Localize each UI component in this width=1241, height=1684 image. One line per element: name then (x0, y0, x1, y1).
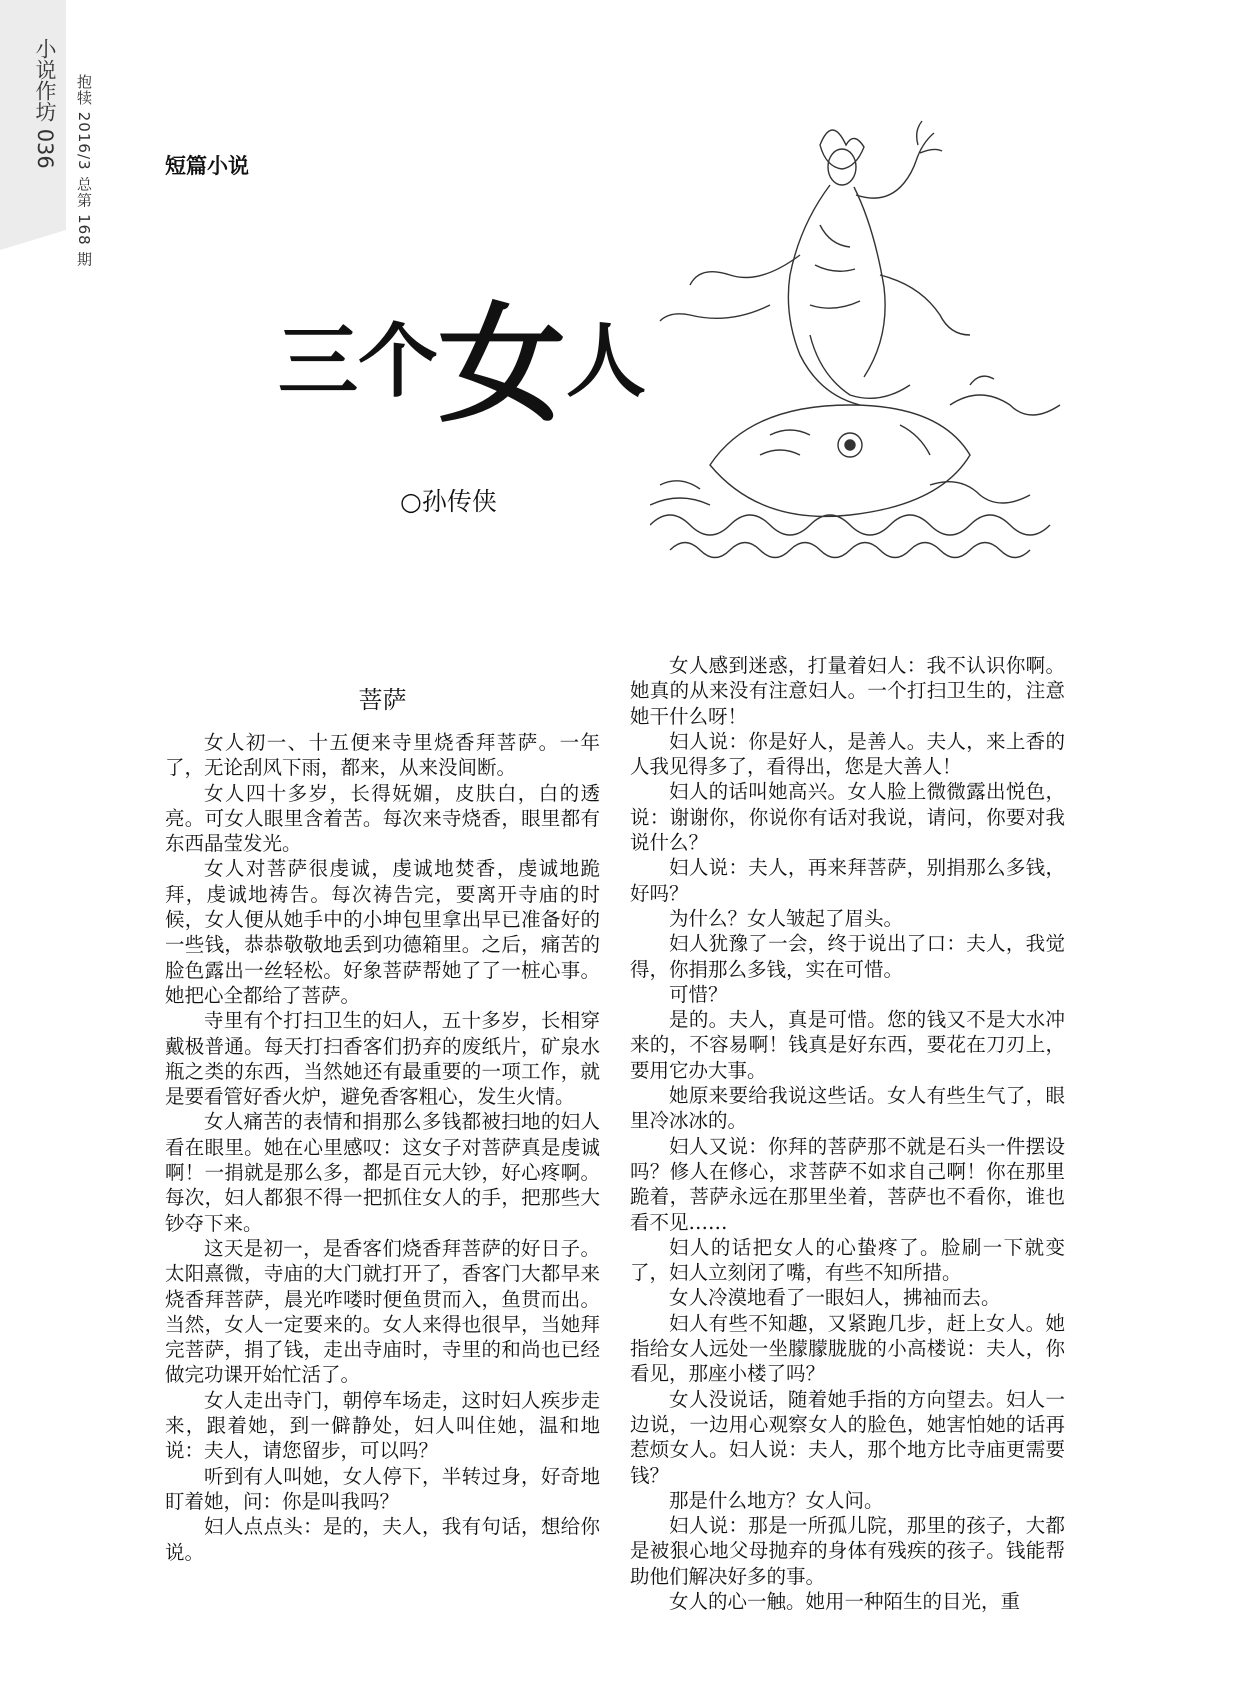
paragraph: 女人四十多岁，长得妩媚，皮肤白，白的透亮。可女人眼里含着苦。每次来寺烧香，眼里都有东西晶莹发光。 (165, 781, 600, 856)
paragraph: 妇人说：夫人，再来拜菩萨，别捐那么多钱，好吗？ (630, 856, 1065, 905)
paragraph: 妇人有些不知趣，又紧跑几步，赶上女人。她指给女人远处一坐朦朦胧胧的小高楼说：夫人，你看见，那座小楼了吗？ (630, 1311, 1065, 1386)
paragraph: 妇人的话把女人的心蛰疼了。脸刷一下就变了，妇人立刻闭了嘴，有些不知所措。 (630, 1235, 1065, 1285)
section-label: 短篇小说 (165, 154, 249, 178)
paragraph: 妇人的话叫她高兴。女人脸上微微露出悦色，说：谢谢你，你说你有话对我说，请问，你要对我说什么？ (630, 780, 1065, 855)
paragraph: 女人初一、十五便来寺里烧香拜菩萨。一年了，无论刮风下雨，都来，从来没间断。 (165, 731, 600, 780)
title-part-1: 三个 (278, 315, 438, 408)
guanyin-illustration (650, 105, 1070, 575)
paragraph: 可惜？ (669, 982, 728, 1006)
issue-info: 抱犊 2016/3 总第 168 期 (75, 74, 93, 268)
paragraph: 妇人说：你是好人，是善人。夫人，来上香的人我见得多了，看得出，您是大善人！ (630, 729, 1065, 779)
paragraph: 妇人犹豫了一会，终于说出了口：夫人，我觉得，你捐那么多钱，实在可惜。 (630, 932, 1065, 981)
paragraph: 为什么？女人皱起了眉头。 (669, 906, 904, 930)
paragraph: 寺里有个打扫卫生的妇人，五十多岁，长相穿戴极普通。每天打扫香客们扔弃的废纸片，矿泉水瓶之类的东西，当然她还有最重要的一项工作，就是要看管好香火炉，避免香客粗心，发生火情。 (165, 1009, 600, 1109)
paragraph: 这天是初一，是香客们烧香拜菩萨的好日子。太阳熹微，寺庙的大门就打开了，香客门大都早来烧香拜菩萨，晨光咋喽时便鱼贯而入，鱼贯而出。当然，女人一定要来的。女人来得也很早，当她拜完菩萨，捐了钱，走出寺庙时，寺里的和尚也已经做完功课开始忙活了。 (165, 1236, 600, 1387)
paragraph: 妇人点点头：是的，夫人，我有句话，想给你说。 (165, 1515, 600, 1564)
paragraph: 女人没说话，随着她手指的方向望去。妇人一边说，一边用心观察女人的脸色，她害怕她的话再惹烦女人。妇人说：夫人，那个地方比寺庙更需要钱？ (630, 1387, 1065, 1487)
title-part-3: 人 (566, 315, 647, 408)
right-column (630, 653, 1065, 1614)
paragraph: 妇人又说：你拜的菩萨那不就是石头一件摆设吗？修人在修心，求菩萨不如求自己啊！你在那里跪着，菩萨永远在那里坐着，菩萨也不看你，谁也看不见…… (630, 1134, 1065, 1234)
paragraph: 女人感到迷惑，打量着妇人：我不认识你啊。她真的从来没有注意妇人。一个打扫卫生的，注意她干什么呀！ (630, 654, 1065, 728)
author: ○孙传侠 (400, 487, 497, 516)
paragraph: 妇人说：那是一所孤儿院，那里的孩子，大都是被狠心地父母抛弃的身体有残疾的孩子。钱能帮助他们解决好多的事。 (630, 1514, 1065, 1588)
paragraph: 女人走出寺门，朝停车场走，这时妇人疾步走来，跟着她，到一僻静处，妇人叫住她，温和地说：夫人，请您留步，可以吗？ (165, 1388, 600, 1463)
left-column (165, 730, 600, 1565)
paragraph: 那是什么地方？女人问。 (669, 1488, 884, 1512)
paragraph: 女人冷漠地看了一眼妇人，拂袖而去。 (669, 1286, 1001, 1310)
title-part-2: 女 (438, 291, 567, 440)
chapter-heading: 菩萨 (358, 686, 407, 714)
paragraph: 女人痛苦的表情和捐那么多钱都被扫地的妇人看在眼里。她在心里感叹：这女子对菩萨真是虔诚啊！一捐就是那么多，都是百元大钞，好心疼啊。每次，妇人都狠不得一把抓住女人的手，把那些大钞夺下来。 (165, 1110, 600, 1235)
side-tab-label: 小说作坊 036 (33, 38, 57, 169)
paragraph: 女人对菩萨很虔诚，虔诚地焚香，虔诚地跪拜，虔诚地祷告。每次祷告完，要离开寺庙的时候，女人便从她手中的小坤包里拿出早已准备好的一些钱，恭恭敬敬地丢到功德箱里。之后，痛苦的脸色露出一丝轻松。好象菩萨帮她了了一桩心事。她把心全都给了菩萨。 (165, 857, 600, 1007)
paragraph: 听到有人叫她，女人停下，半转过身，好奇地盯着她，问：你是叫我吗？ (165, 1464, 600, 1513)
paragraph: 女人的心一触。她用一种陌生的目光，重 (669, 1589, 1021, 1613)
page-number: 036 (33, 128, 57, 169)
story-title (278, 262, 646, 446)
paragraph: 是的。夫人，真是可惜。您的钱又不是大水冲来的，不容易啊！钱真是好东西，要花在刀刃上，要用它办大事。 (630, 1008, 1065, 1082)
paragraph: 她原来要给我说这些话。女人有些生气了，眼里冷冰冰的。 (630, 1084, 1065, 1133)
